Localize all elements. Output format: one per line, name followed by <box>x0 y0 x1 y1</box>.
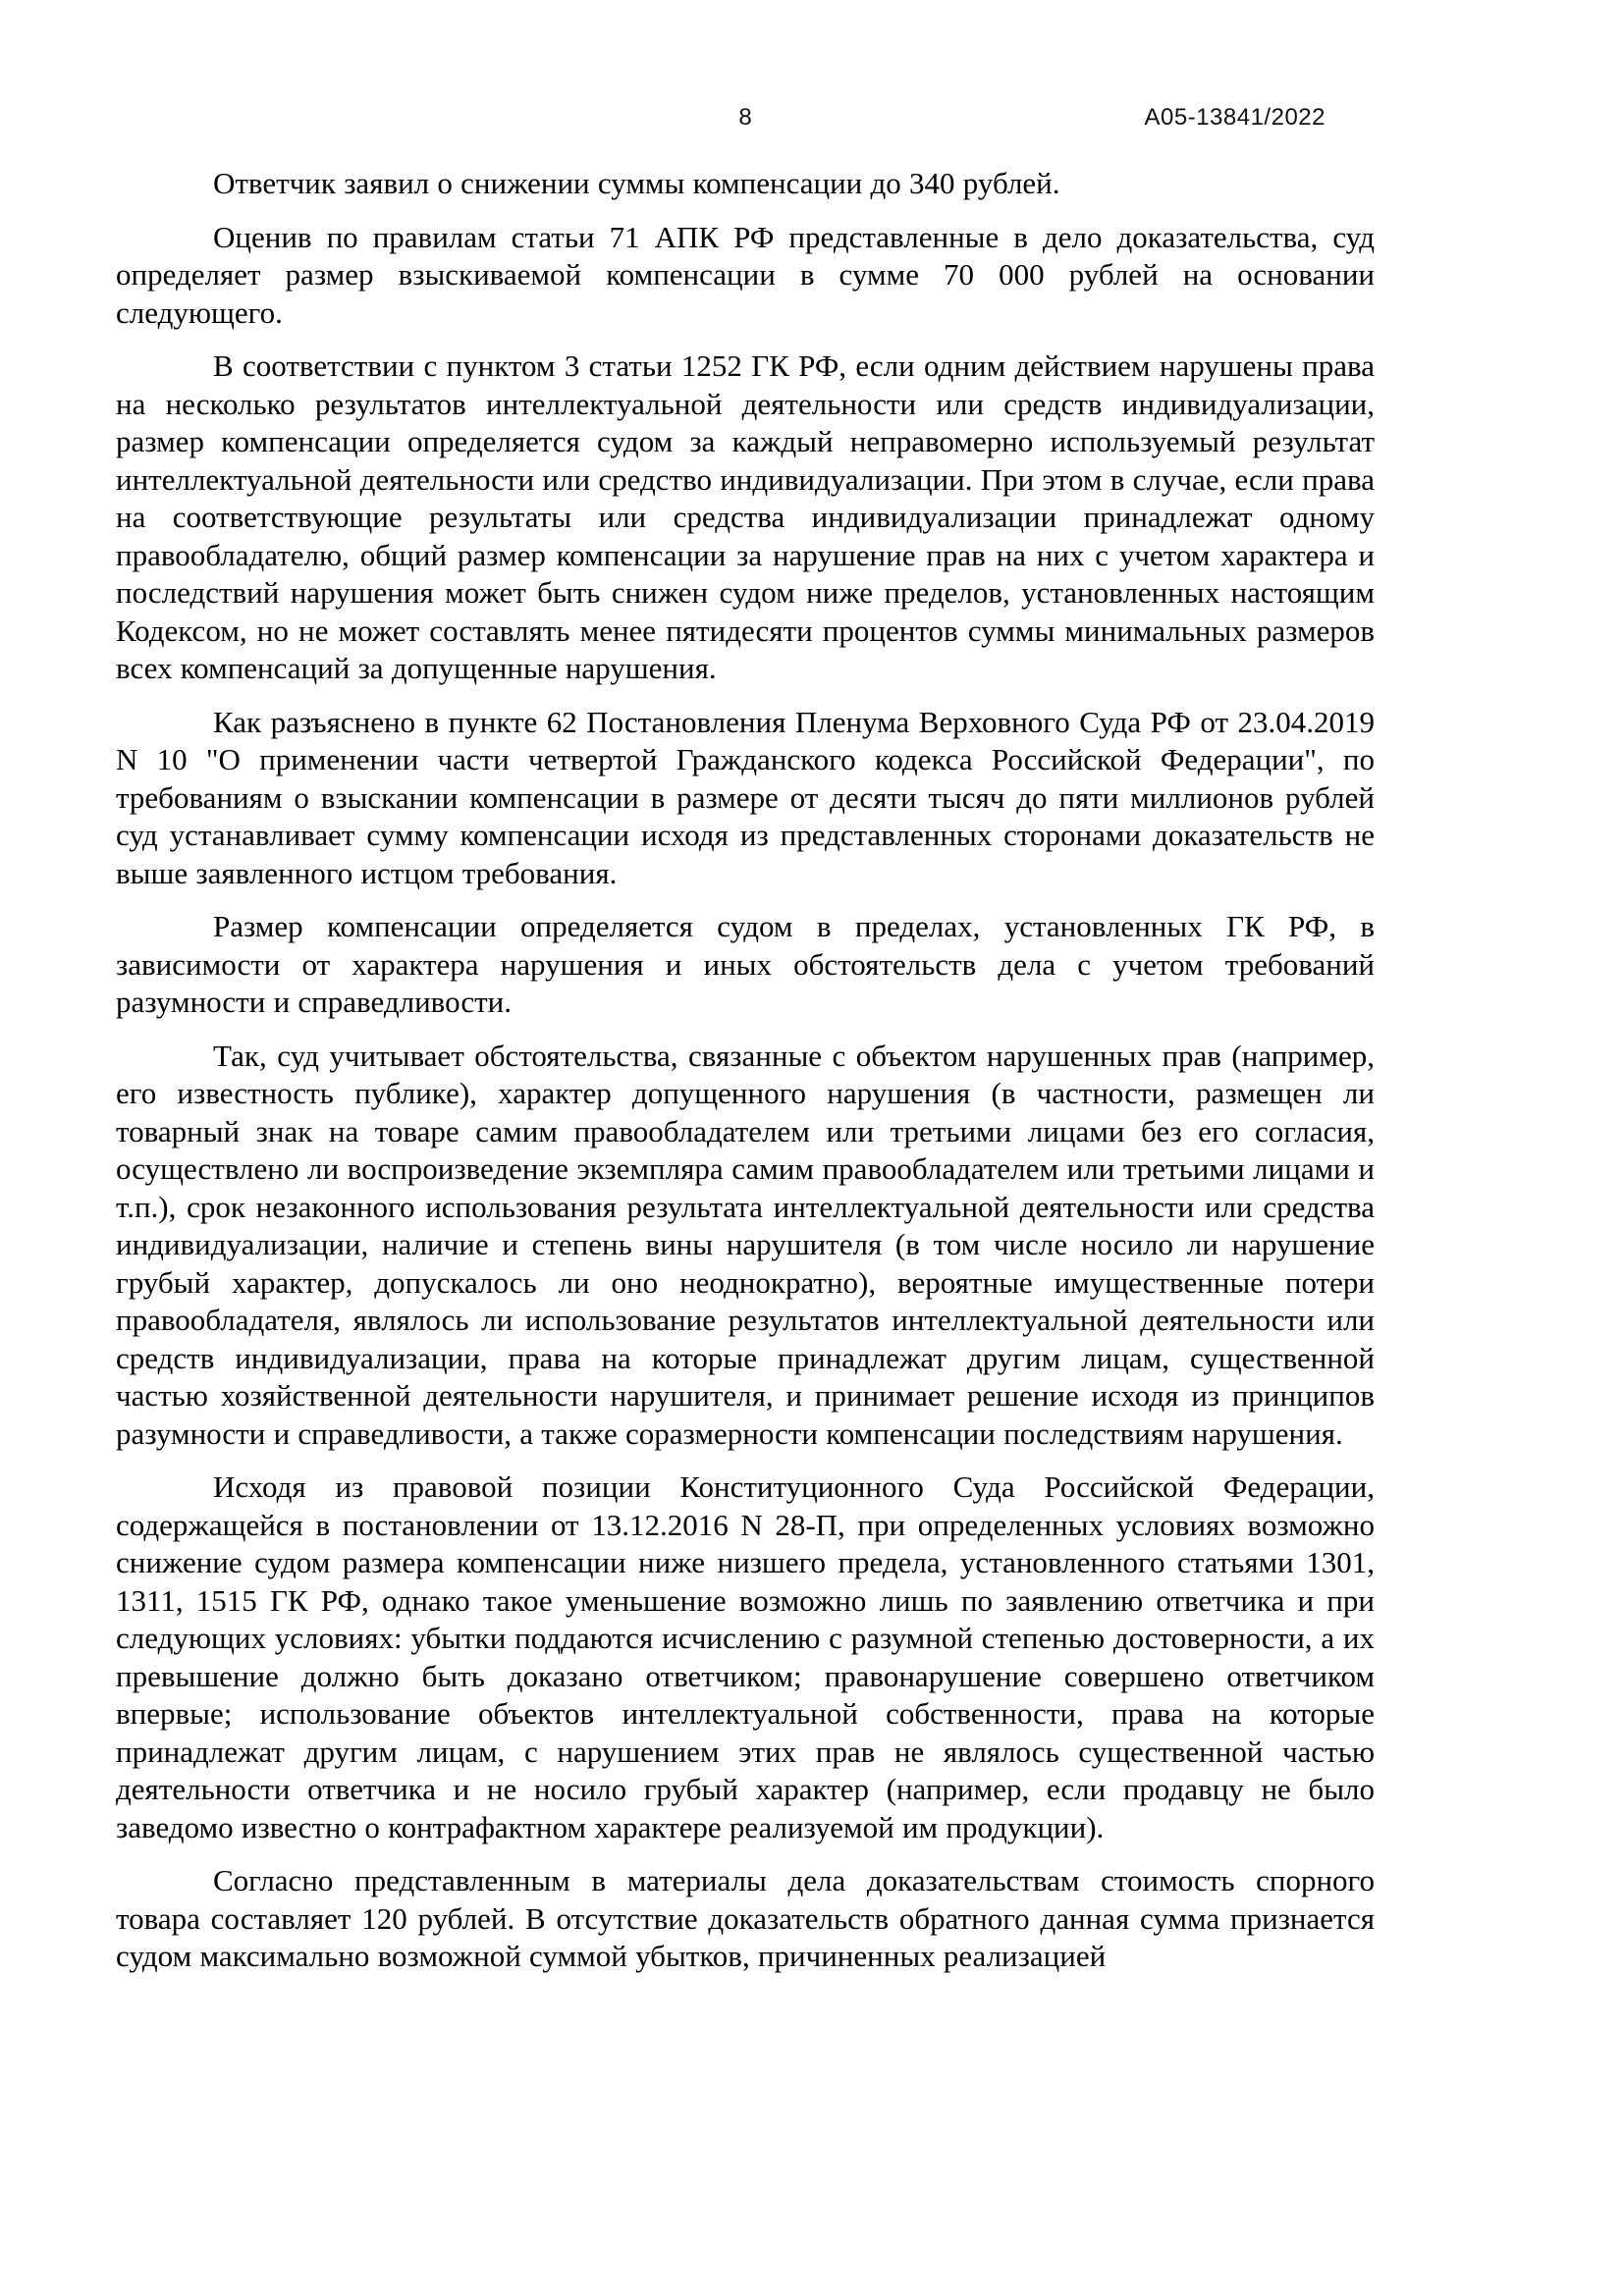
page-number: 8 <box>738 104 752 131</box>
paragraph-constitutional-court-position: Исходя из правовой позиции Конституционного Суда Российской Федерации, содержащейся в постановлении от 13.12.2016 N 28-П, при определенных условиях возможно снижение судом размера компенсации ниже низшего предела, установленного статьями 1301, 1311, 1515 ГК РФ, однако такое уменьшение возможно лишь по заявлению ответчика и при следующих условиях: убытки поддаются исчислению с разумной степенью достоверности, а их превышение должно быть доказано ответчиком; правонарушение совершено ответчиком впервые; использование объектов интеллектуальной собственности, права на которые принадлежат другим лицам, с нарушением этих прав не являлось существенной частью деятельности ответчика и не носило грубый характер (например, если продавцу не было заведомо известно о контрафактном характере реализуемой им продукции). <box>116 1469 1375 1844</box>
paragraph-plenum-ruling-62: Как разъяснено в пункте 62 Постановления Пленума Верховного Суда РФ от 23.04.2019 N 10 "О применении части четвертой Гражданского кодекса Российской Федерации", по требованиям о взыскании компенсации в размере от десяти тысяч до пяти миллионов рублей суд устанавливает сумму компенсации исходя из представленных сторонами доказательств не выше заявленного истцом требования. <box>116 704 1375 890</box>
paragraph-respondent-claim: Ответчик заявил о снижении суммы компенсации до 340 рублей. <box>213 166 1060 200</box>
paragraph-goods-cost: Согласно представленным в материалы дела доказательствам стоимость спорного товара составляет 120 рублей. В отсутствие доказательств обратного данная сумма признается судом максимально возможной суммой убытков, причиненных реализацией <box>116 1863 1375 1973</box>
paragraph-compensation-limits: Размер компенсации определяется судом в пределах, установленных ГК РФ, в зависимости от характера нарушения и иных обстоятельств дела с учетом требований разумности и справедливости. <box>116 909 1375 1019</box>
case-number: А05-13841/2022 <box>1144 104 1325 131</box>
paragraph-court-assessment: Оценив по правилам статьи 71 АПК РФ представленные в дело доказательства, суд определяет размер взыскиваемой компенсации в сумме 70 000 рублей на основании следующего. <box>116 219 1375 330</box>
paragraph-article-1252: В соответствии с пунктом 3 статьи 1252 ГК РФ, если одним действием нарушены права на несколько результатов интеллектуальной деятельности или средств индивидуализации, размер компенсации определяется судом за каждый неправомерно используемый результат интеллектуальной деятельности или средство индивидуализации. При этом в случае, если права на соответствующие результаты или средства индивидуализации принадлежат одному правообладателю, общий размер компенсации за нарушение прав на них с учетом характера и последствий нарушения может быть снижен судом ниже пределов, установленных настоящим Кодексом, но не может составлять менее пятидесяти процентов суммы минимальных размеров всех компенсаций за допущенные нарушения. <box>116 348 1375 685</box>
document-body <box>116 165 1375 1992</box>
paragraph-court-considerations: Так, суд учитывает обстоятельства, связанные с объектом нарушенных прав (например, его известность публике), характер допущенного нарушения (в частности, размещен ли товарный знак на товаре самим правообладателем или третьими лицами без его согласия, осуществлено ли воспроизведение экземпляра самим правообладателем или третьими лицами и т.п.), срок незаконного использования результата интеллектуальной деятельности или средства индивидуализации, наличие и степень вины нарушителя (в том числе носило ли нарушение грубый характер, допускалось ли оно неоднократно), вероятные имущественные потери правообладателя, являлось ли использование результатов интеллектуальной деятельности или средств индивидуализации, права на которые принадлежат другим лицам, существенной частью хозяйственной деятельности нарушителя, и принимает решение исходя из принципов разумности и справедливости, а также соразмерности компенсации последствиям нарушения. <box>116 1038 1375 1451</box>
page-header <box>116 98 1375 137</box>
